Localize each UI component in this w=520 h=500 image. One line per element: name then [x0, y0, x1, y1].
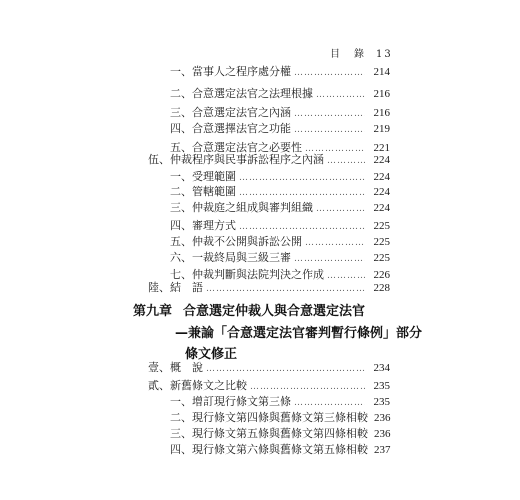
toc-entry-label: 二、現行條文第四條與舊條文第三條相較 [170, 411, 368, 424]
leader-dots [294, 123, 365, 138]
toc-entry-page: 226 [373, 269, 390, 281]
toc-entry[interactable] [170, 105, 390, 120]
toc-entry-label: 三、仲裁庭之組成與審判組織 [170, 201, 313, 214]
leader-dots [305, 236, 365, 251]
toc-entry[interactable] [148, 360, 390, 375]
chapter-subtitle-line-1: —兼論「合意選定法官審判暫行條例」部分 [175, 326, 423, 341]
toc-entry[interactable] [170, 184, 390, 199]
leader-dots [206, 282, 365, 297]
toc-entry[interactable] [170, 394, 390, 409]
leader-dots [327, 154, 365, 169]
toc-entry[interactable] [170, 442, 390, 457]
toc-entry-page: 235 [373, 396, 390, 408]
chapter-heading[interactable] [133, 300, 365, 319]
toc-entry[interactable] [170, 410, 390, 425]
toc-entry-label: 四、合意選擇法官之功能 [170, 122, 291, 135]
leader-dots [239, 186, 365, 201]
leader-dots [250, 380, 365, 395]
toc-entry-page: 216 [373, 107, 390, 119]
toc-entry-page: 225 [373, 252, 390, 264]
toc-entry[interactable] [170, 64, 390, 79]
toc-entry[interactable] [170, 121, 390, 136]
toc-entry-page: 225 [373, 220, 390, 232]
toc-entry[interactable] [170, 200, 390, 215]
toc-entry[interactable] [170, 426, 390, 441]
toc-entry-label: 二、管轄範圍 [170, 185, 236, 198]
toc-entry-page: 221 [373, 142, 390, 154]
toc-entry-label: 四、現行條文第六條與舊條文第五條相較 [170, 443, 368, 456]
toc-entry-page: 224 [373, 202, 390, 214]
toc-entry-label: 伍、仲裁程序與民事訴訟程序之內涵 [148, 153, 324, 166]
toc-entry-page: 224 [373, 154, 390, 166]
toc-entry[interactable] [170, 169, 390, 184]
toc-entry-label: 一、當事人之程序處分權 [170, 65, 291, 78]
toc-entry-label: 陸、結 語 [148, 281, 203, 294]
toc-entry[interactable] [170, 218, 390, 233]
leader-dots [294, 396, 365, 411]
toc-entry-page: 236 [374, 412, 391, 424]
toc-entry-label: 四、審理方式 [170, 219, 236, 232]
leader-dots [294, 252, 365, 267]
toc-entry-label: 三、現行條文第五條與舊條文第四條相較 [170, 427, 368, 440]
toc-entry-page: 234 [373, 362, 390, 374]
toc-entry-page: 216 [373, 88, 390, 100]
leader-dots [294, 66, 365, 81]
leader-dots [316, 202, 365, 217]
leader-dots [316, 88, 365, 103]
toc-entry-label: 六、一裁終局與三級三審 [170, 251, 291, 264]
toc-entry-page: 219 [373, 123, 390, 135]
toc-entry[interactable] [148, 152, 390, 167]
toc-entry-page: 224 [373, 171, 390, 183]
toc-entry-page: 235 [373, 380, 390, 392]
toc-entry[interactable] [148, 280, 390, 295]
leader-dots [206, 362, 365, 377]
toc-entry-label: 壹、概 說 [148, 361, 203, 374]
leader-dots [294, 107, 365, 122]
toc-entry[interactable] [170, 86, 390, 101]
chapter-title: 合意選定仲裁人與合意選定法官 [183, 304, 366, 319]
chapter-subtitle-line-2: 條文修正 [185, 347, 238, 362]
toc-entry-page: 214 [373, 66, 390, 78]
header-page-number: 13 [376, 49, 393, 60]
toc-entry-label: 五、合意選定法官之必要性 [170, 141, 302, 154]
toc-entry-page: 224 [373, 186, 390, 198]
toc-entry-label: 一、增訂現行條文第三條 [170, 395, 291, 408]
toc-entry-page: 228 [373, 282, 390, 294]
toc-entry[interactable] [148, 378, 390, 393]
toc-entry-page: 237 [374, 444, 391, 456]
toc-entry-label: 一、受理範圍 [170, 170, 236, 183]
toc-entry-page: 225 [373, 236, 390, 248]
toc-entry-label: 七、仲裁判斷與法院判決之作成 [170, 268, 324, 281]
header-title: 目 錄 [330, 49, 366, 60]
toc-entry-label: 貳、新舊條文之比較 [148, 379, 247, 392]
toc-entry-label: 五、仲裁不公開與訴訟公開 [170, 235, 302, 248]
toc-entry[interactable] [170, 234, 390, 249]
toc-entry-label: 二、合意選定法官之法理根據 [170, 87, 313, 100]
toc-entry-page: 236 [374, 428, 391, 440]
chapter-number: 第九章 [133, 304, 173, 319]
running-header [330, 45, 393, 60]
toc-entry[interactable] [170, 250, 390, 265]
leader-dots [239, 220, 365, 235]
toc-entry-label: 三、合意選定法官之內涵 [170, 106, 291, 119]
